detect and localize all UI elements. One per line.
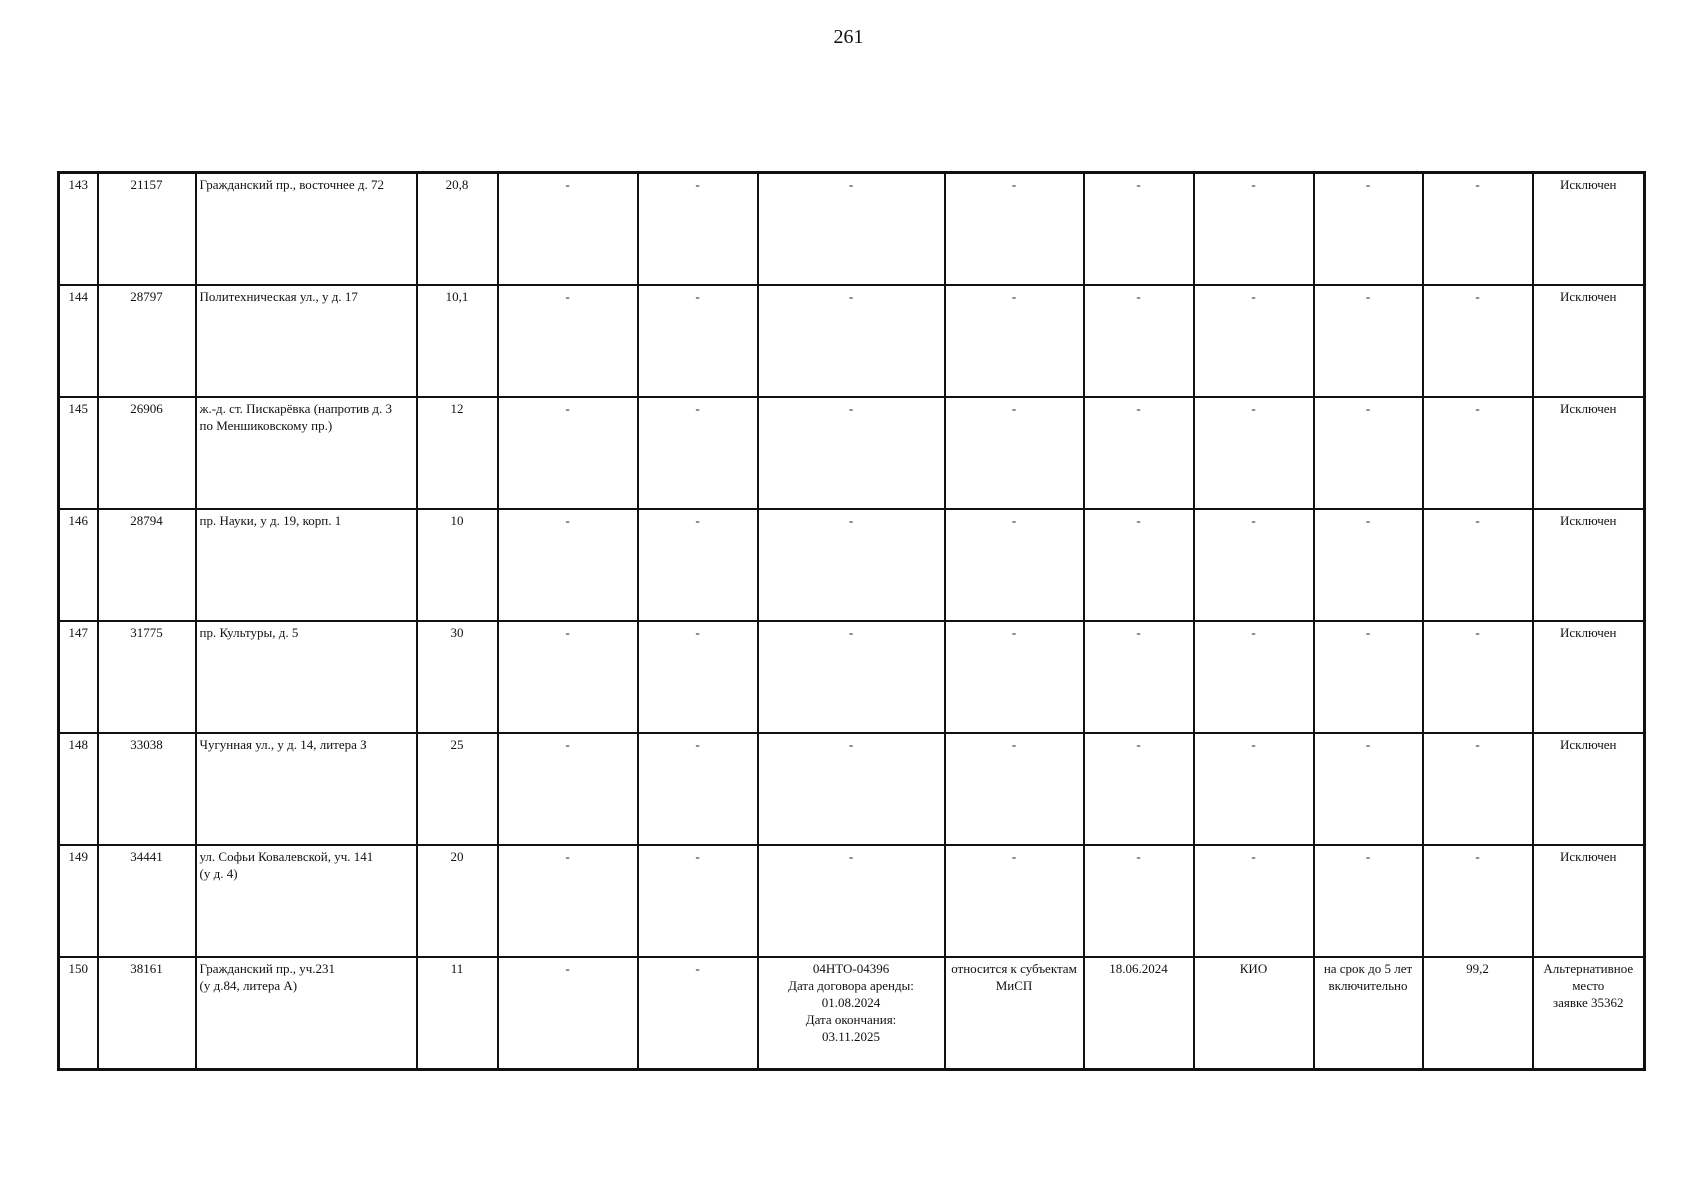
area-cell: 25 [417, 733, 498, 845]
value-cell: - [1423, 285, 1533, 397]
col5-cell: - [498, 733, 638, 845]
date-cell: - [1084, 509, 1194, 621]
address-cell: пр. Науки, у д. 19, корп. 1 [196, 509, 417, 621]
subject-cell: - [945, 845, 1084, 957]
date-cell: - [1084, 733, 1194, 845]
id-cell: 28794 [98, 509, 196, 621]
col6-cell: - [638, 733, 758, 845]
col6-cell: - [638, 397, 758, 509]
row-number-cell: 145 [59, 397, 98, 509]
date-cell: 18.06.2024 [1084, 957, 1194, 1070]
authority-cell: - [1194, 733, 1314, 845]
term-cell: - [1314, 845, 1423, 957]
col6-cell: - [638, 957, 758, 1070]
row-number-cell: 150 [59, 957, 98, 1070]
row-number-cell: 143 [59, 173, 98, 286]
area-cell: 30 [417, 621, 498, 733]
subject-cell: относится к субъектам МиСП [945, 957, 1084, 1070]
term-cell: - [1314, 621, 1423, 733]
address-cell: Чугунная ул., у д. 14, литера З [196, 733, 417, 845]
contract-cell: - [758, 173, 945, 286]
id-cell: 21157 [98, 173, 196, 286]
col5-cell: - [498, 957, 638, 1070]
value-cell: 99,2 [1423, 957, 1533, 1070]
col5-cell: - [498, 621, 638, 733]
value-cell: - [1423, 173, 1533, 286]
date-cell: - [1084, 621, 1194, 733]
document-table [57, 171, 1646, 1071]
authority-cell: КИО [1194, 957, 1314, 1070]
subject-cell: - [945, 173, 1084, 286]
subject-cell: - [945, 509, 1084, 621]
subject-cell: - [945, 733, 1084, 845]
col5-cell: - [498, 285, 638, 397]
table-row [59, 285, 1645, 397]
row-number-cell: 149 [59, 845, 98, 957]
col5-cell: - [498, 397, 638, 509]
authority-cell: - [1194, 509, 1314, 621]
authority-cell: - [1194, 621, 1314, 733]
col6-cell: - [638, 173, 758, 286]
status-cell: Исключен [1533, 509, 1645, 621]
area-cell: 10 [417, 509, 498, 621]
table-row [59, 957, 1645, 1070]
contract-cell: - [758, 397, 945, 509]
status-cell: Исключен [1533, 733, 1645, 845]
area-cell: 11 [417, 957, 498, 1070]
id-cell: 34441 [98, 845, 196, 957]
page-number: 261 [833, 26, 864, 48]
subject-cell: - [945, 397, 1084, 509]
value-cell: - [1423, 397, 1533, 509]
address-cell: Гражданский пр., восточнее д. 72 [196, 173, 417, 286]
table-row [59, 621, 1645, 733]
term-cell: - [1314, 397, 1423, 509]
row-number-cell: 147 [59, 621, 98, 733]
subject-cell: - [945, 621, 1084, 733]
id-cell: 26906 [98, 397, 196, 509]
term-cell: - [1314, 733, 1423, 845]
status-cell: Альтернативное место заявке 35362 [1533, 957, 1645, 1070]
date-cell: - [1084, 397, 1194, 509]
table-row [59, 397, 1645, 509]
value-cell: - [1423, 621, 1533, 733]
col5-cell: - [498, 173, 638, 286]
date-cell: - [1084, 285, 1194, 397]
address-cell: ул. Софьи Ковалевской, уч. 141 (у д. 4) [196, 845, 417, 957]
status-cell: Исключен [1533, 173, 1645, 286]
address-cell: Гражданский пр., уч.231 (у д.84, литера А) [196, 957, 417, 1070]
term-cell: - [1314, 173, 1423, 286]
status-cell: Исключен [1533, 285, 1645, 397]
contract-cell: - [758, 621, 945, 733]
area-cell: 10,1 [417, 285, 498, 397]
address-cell: ж.-д. ст. Пискарёвка (напротив д. 3 по Меншиковскому пр.) [196, 397, 417, 509]
col5-cell: - [498, 509, 638, 621]
value-cell: - [1423, 845, 1533, 957]
date-cell: - [1084, 845, 1194, 957]
table-body [59, 173, 1645, 1070]
area-cell: 12 [417, 397, 498, 509]
id-cell: 38161 [98, 957, 196, 1070]
col6-cell: - [638, 509, 758, 621]
authority-cell: - [1194, 285, 1314, 397]
authority-cell: - [1194, 845, 1314, 957]
authority-cell: - [1194, 173, 1314, 286]
row-number-cell: 146 [59, 509, 98, 621]
status-cell: Исключен [1533, 397, 1645, 509]
contract-cell: - [758, 285, 945, 397]
contract-cell: 04НТО-04396 Дата договора аренды: 01.08.2024 Дата окончания: 03.11.2025 [758, 957, 945, 1070]
area-cell: 20,8 [417, 173, 498, 286]
col6-cell: - [638, 285, 758, 397]
col6-cell: - [638, 845, 758, 957]
contract-cell: - [758, 845, 945, 957]
row-number-cell: 148 [59, 733, 98, 845]
col5-cell: - [498, 845, 638, 957]
status-cell: Исключен [1533, 845, 1645, 957]
term-cell: - [1314, 509, 1423, 621]
table-row [59, 509, 1645, 621]
id-cell: 31775 [98, 621, 196, 733]
area-cell: 20 [417, 845, 498, 957]
value-cell: - [1423, 733, 1533, 845]
contract-cell: - [758, 733, 945, 845]
table-row [59, 845, 1645, 957]
term-cell: на срок до 5 лет включительно [1314, 957, 1423, 1070]
contract-cell: - [758, 509, 945, 621]
table-row [59, 733, 1645, 845]
row-number-cell: 144 [59, 285, 98, 397]
value-cell: - [1423, 509, 1533, 621]
id-cell: 28797 [98, 285, 196, 397]
address-cell: пр. Культуры, д. 5 [196, 621, 417, 733]
table-row [59, 173, 1645, 286]
authority-cell: - [1194, 397, 1314, 509]
address-cell: Политехническая ул., у д. 17 [196, 285, 417, 397]
date-cell: - [1084, 173, 1194, 286]
id-cell: 33038 [98, 733, 196, 845]
subject-cell: - [945, 285, 1084, 397]
status-cell: Исключен [1533, 621, 1645, 733]
term-cell: - [1314, 285, 1423, 397]
col6-cell: - [638, 621, 758, 733]
